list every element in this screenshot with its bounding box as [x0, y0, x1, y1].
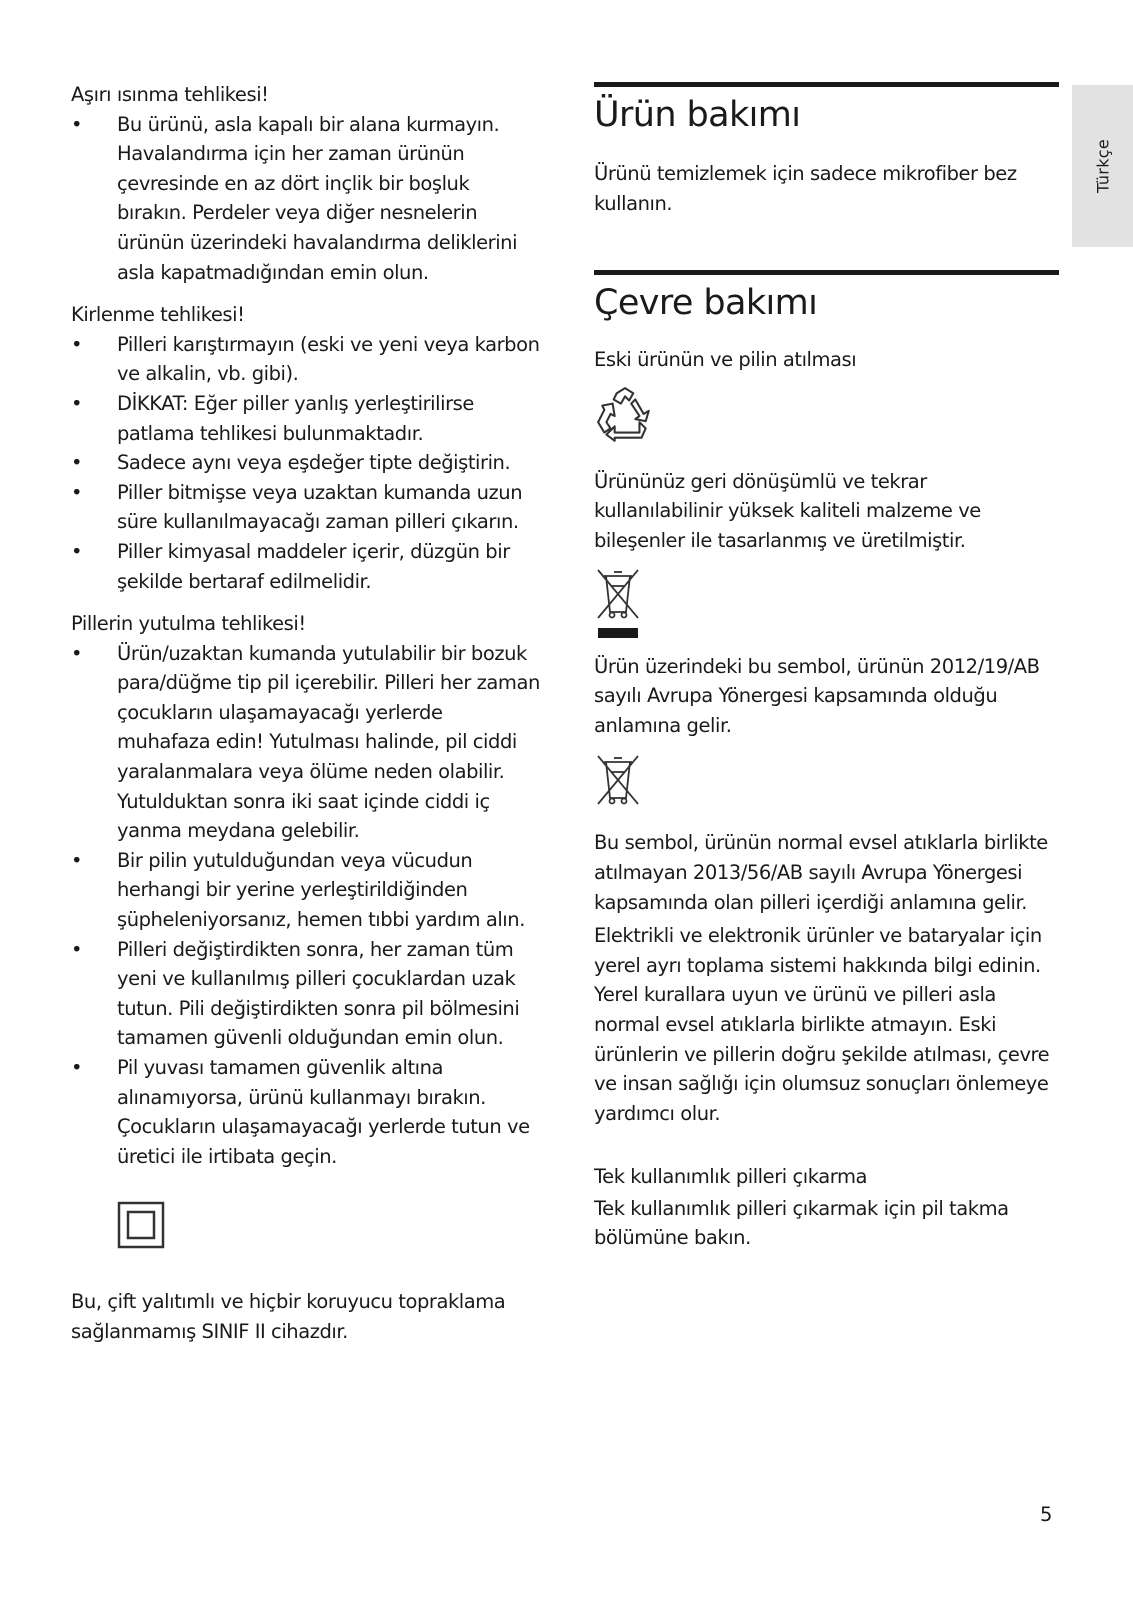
list-item: • Bu ürünü, asla kapalı bir alana kurmayın. Havalandırma için her zaman ürünün çevresinde en az dört inçlik bir boşluk bırakın. Perdeler veya diğer nesnelerin ürünün üzerindeki havalandırma deliklerini asla kapatmadığından emin olun. [71, 110, 541, 288]
list-item: • Sadece aynı veya eşdeğer tipte değiştirin. [71, 448, 541, 478]
contamination-heading: Kirlenme tehlikesi! [71, 303, 245, 327]
list-item: • DİKKAT: Eğer piller yanlış yerleştirilirse patlama tehlikesi bulunmaktadır. [71, 389, 541, 448]
list-item: • Pilleri değiştirdikten sonra, her zaman tüm yeni ve kullanılmış pilleri çocuklardan uzak tutun. Pili değiştirdikten sonra pil bölmesini tamamen güvenli olduğundan emin olun. [71, 935, 541, 1053]
environment-care-title: Çevre bakımı [594, 283, 818, 324]
swallow-heading: Pillerin yutulma tehlikesi! [71, 612, 306, 636]
disposal-heading: Eski ürünün ve pilin atılması [594, 348, 857, 372]
class2-text: Bu, çift yalıtımlı ve hiçbir koruyucu topraklama sağlanmamış SINIF II cihazdır. [71, 1290, 506, 1343]
swallow-list [71, 639, 541, 1172]
battery-directive-text: Bu sembol, ürünün normal evsel atıklarla birlikte atılmayan 2013/56/AB sayılı Avrupa Yönergesi kapsamında olan pilleri içerdiği anlamına gelir. [594, 831, 1048, 914]
language-tab [1072, 85, 1133, 247]
section-rule [594, 82, 1059, 87]
contamination-list [71, 330, 541, 596]
double-insulation-icon [117, 1201, 165, 1249]
crossed-bin-icon [594, 754, 642, 806]
recycle-text: Ürününüz geri dönüşümlü ve tekrar kullanılabilinir yüksek kaliteli malzeme ve bileşenler ile tasarlanmış ve üretilmiştir. [594, 469, 981, 552]
left-column [71, 80, 541, 1347]
list-item: • Piller kimyasal maddeler içerir, düzgün bir şekilde bertaraf edilmelidir. [71, 537, 541, 596]
product-care-title: Ürün bakımı [594, 95, 801, 135]
page-number: 5 [1040, 1503, 1053, 1526]
collection-text: Elektrikli ve elektronik ürünler ve bataryalar için yerel ayrı toplama sistemi hakkında bilgi edinin. Yerel kurallara uyun ve ürünü ve pilleri asla normal evsel atıklarla birlikte atmayın. Eski ürünlerin ve pillerin doğru şekilde atılması, çevre ve insan sağlığı için olumsuz sonuçları önlemeye yardımcı olur. [594, 924, 1050, 1125]
overheat-heading: Aşırı ısınma tehlikesi! [71, 83, 269, 106]
language-label: Türkçe [1093, 138, 1112, 194]
recycle-icon [594, 385, 656, 447]
right-column [594, 82, 1059, 1253]
list-item: • Bir pilin yutulduğundan veya vücudun herhangi bir yerine yerleştirildiğinden şüpheleniyorsanız, hemen tıbbi yardım alın. [71, 846, 541, 935]
remove-batteries-heading: Tek kullanımlık pilleri çıkarma [594, 1165, 867, 1189]
remove-batteries-text: Tek kullanımlık pilleri çıkarmak için pil takma bölümüne bakın. [594, 1196, 1009, 1250]
product-care-text: Ürünü temizlemek için sadece mikrofiber bez kullanın. [594, 162, 1017, 215]
list-item: • Piller bitmişse veya uzaktan kumanda uzun süre kullanılmayacağı zaman pilleri çıkarın. [71, 478, 541, 537]
list-item: • Ürün/uzaktan kumanda yutulabilir bir bozuk para/düğme tip pil içerebilir. Pilleri her zaman çocukların ulaşamayacağı yerlerde muhafaza edin! Yutulması halinde, pil ciddi yaralanmalara veya ölüme neden olabilir. Yutulduktan sonra iki saat içinde ciddi iç yanma meydana gelebilir. [71, 639, 541, 846]
list-item: • Pilleri karıştırmayın (eski ve yeni veya karbon ve alkalin, vb. gibi). [71, 330, 541, 389]
section-rule [594, 270, 1059, 275]
crossed-bin-icon [594, 568, 642, 642]
overheat-list [71, 110, 541, 288]
weee-text: Ürün üzerindeki bu sembol, ürünün 2012/19/AB sayılı Avrupa Yönergesi kapsamında olduğu anlamına gelir. [594, 654, 1040, 737]
list-item: • Pil yuvası tamamen güvenlik altına alınamıyorsa, ürünü kullanmayı bırakın. Çocukların ulaşamayacağı yerlerde tutun ve üretici ile irtibata geçin. [71, 1053, 541, 1171]
